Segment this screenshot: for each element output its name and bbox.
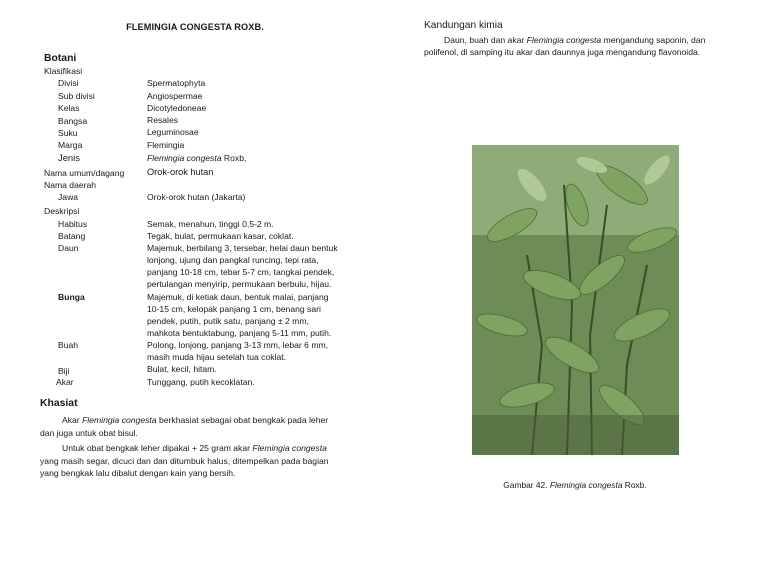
khasiat-p1-line2: dan juga untuk obat bisul. <box>40 428 138 438</box>
class-label-marga: Marga <box>58 140 83 150</box>
biji-value: Bulat, kecil, hitam. <box>147 364 217 374</box>
class-value-suku: Leguminosae <box>147 127 199 137</box>
daun-line-3: panjang 10-18 cm, tebar 5-7 cm, tangkai pendek, <box>147 267 335 277</box>
class-value-marga: Flemingia <box>147 140 185 150</box>
nama-daerah-label: Nama daerah <box>44 180 97 190</box>
khasiat-p2-line2: yang masih segar, dicuci dan dan ditumbuk halus, ditempelkan pada bagian <box>40 456 329 466</box>
figure-caption: Gambar 42. Flemingia congesta Roxb. <box>503 480 647 490</box>
habitus-value: Semak, menahun, tinggi 0,5-2 m. <box>147 219 274 229</box>
daun-line-2: lonjong, ujung dan pangkal runcing, tepi rata, <box>147 255 319 265</box>
jawa-value: Orok-orok hutan (Jakarta) <box>147 192 246 202</box>
kandungan-line1: Daun, buah dan akar Flemingia congesta mengandung saponin, dan <box>444 35 706 45</box>
khasiat-p2-line1: Untuk obat bengkak leher dipakai + 25 gram akar Flemingia congesta <box>62 443 327 453</box>
khasiat-heading: Khasiat <box>40 398 78 409</box>
buah-line-2: masih muda hijau setelah tua coklat. <box>147 352 287 362</box>
class-label-subdivisi: Sub divisi <box>58 91 95 101</box>
page-title: FLEMINGIA CONGESTA ROXB. <box>126 22 264 32</box>
plant-photo-image <box>472 145 679 455</box>
khasiat-p2-line3: yang bengkak lalu dibalut dengan kain yang bersih. <box>40 468 236 478</box>
nama-umum-value: Orok-orok hutan <box>147 167 214 177</box>
bunga-label: Bunga <box>58 292 85 302</box>
class-label-divisi: Divisi <box>58 78 79 88</box>
batang-value: Tegak, bulat, permukaan kasar, coklat. <box>147 231 294 241</box>
bunga-line-4: mahkota bentuktabung, panjang 5-11 mm, putih. <box>147 328 332 338</box>
class-value-bangsa: Resales <box>147 115 179 125</box>
class-label-jenis: Jenis <box>58 152 80 163</box>
class-value-kelas: Dicotyledoneae <box>147 103 207 113</box>
class-label-suku: Suku <box>58 128 78 138</box>
botani-heading: Botani <box>44 53 77 64</box>
biji-label: Biji <box>58 366 70 376</box>
bunga-line-3: pendek, putih, putik satu, panjang ± 2 mm, <box>147 316 309 326</box>
bunga-line-1: Majemuk, di ketiak daun, bentuk malai, panjang <box>147 292 329 302</box>
jawa-label: Jawa <box>58 192 79 202</box>
plant-photo <box>472 145 679 455</box>
khasiat-p1-line1: Akar Flemingia congesta berkhasiat sebagai obat bengkak pada leher <box>62 415 329 425</box>
class-value-divisi: Spermatophyta <box>147 78 206 88</box>
daun-label: Daun <box>58 243 79 253</box>
habitus-label: Habitus <box>58 219 88 229</box>
class-label-kelas: Kelas <box>58 103 80 113</box>
daun-line-4: pertulangan menyirip, permukaan berbulu, hijau. <box>147 279 332 289</box>
buah-line-1: Polong, lonjong, panjang 3-13 mm, lebar 6 mm, <box>147 340 329 350</box>
akar-value: Tunggang, putih kecoklatan. <box>147 377 255 387</box>
buah-label: Buah <box>58 340 79 350</box>
deskripsi-label: Deskripsi <box>44 206 80 216</box>
daun-line-1: Majemuk, berbilang 3, tersebar, helai daun bentuk <box>147 243 338 253</box>
kandungan-heading: Kandungan kimia <box>424 20 503 31</box>
class-value-jenis: Flemingia congesta Roxb, <box>147 153 247 163</box>
class-value-subdivisi: Angiospermae <box>147 91 203 101</box>
class-label-bangsa: Bangsa <box>58 116 88 126</box>
klasifikasi-label: Klasifikasi <box>44 66 83 76</box>
nama-umum-label: Nama umum/dagang <box>44 168 125 178</box>
batang-label: Batang <box>58 231 86 241</box>
kandungan-line2: polifenol, di samping itu akar dan daunnya juga mengandung flavonoida. <box>424 47 701 57</box>
akar-label: Akar <box>56 377 74 387</box>
bunga-line-2: 10-15 cm, kelopak panjang 1 cm, benang sari <box>147 304 321 314</box>
